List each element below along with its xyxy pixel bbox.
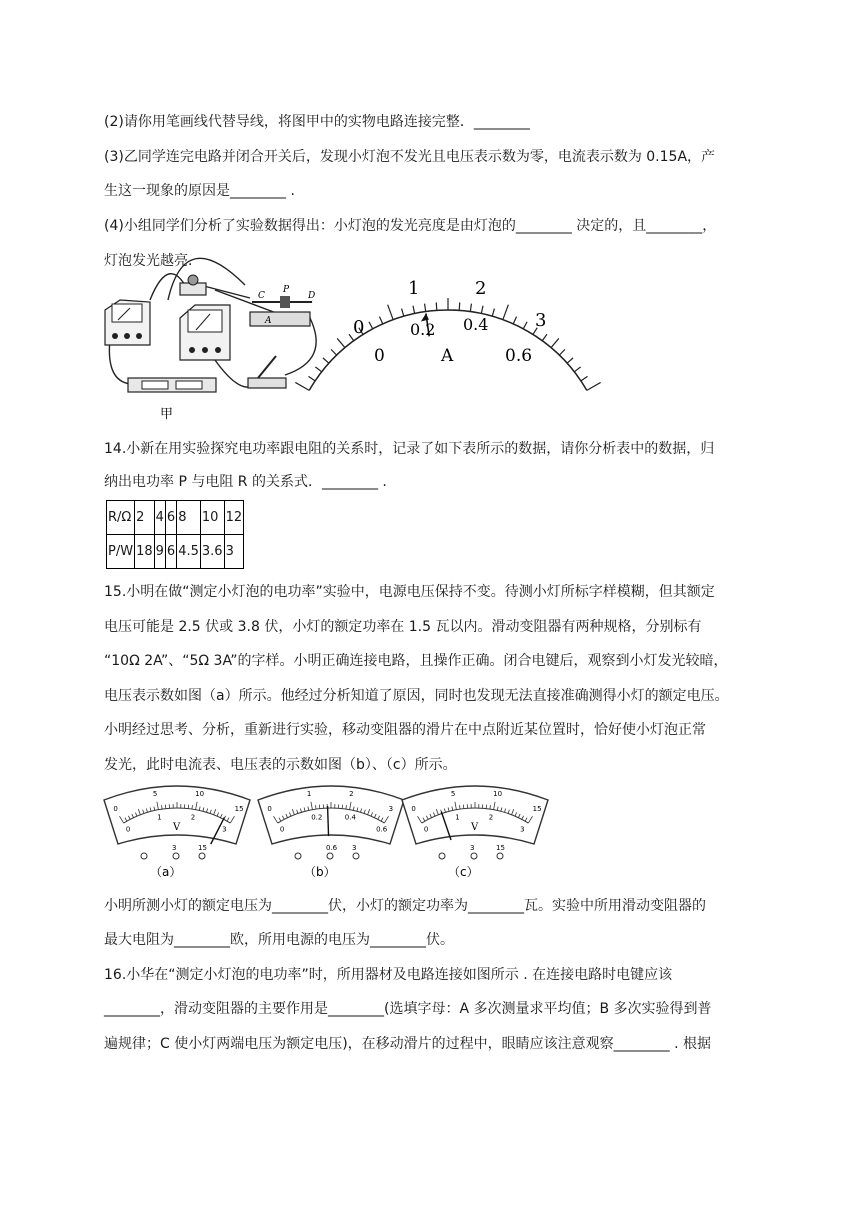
meter-bottom-label: 0 [279,825,285,834]
table-cell: 6 [165,535,176,569]
scale-tick [295,382,309,390]
question-15-line-6: 发光，此时电流表、电压表的示数如图（b）、（c）所示。 [104,757,457,773]
meter-bottom-label: 2 [488,813,494,822]
scale-tick [587,382,601,390]
question-15-line-5: 小明经过思考、分析，重新进行实验，移动变阻器的滑片在中点附近某位置时，恰好使小灯泡正常 [104,722,706,738]
scale-tick [402,309,404,317]
scale-bottom-label-04: 0.4 [463,315,489,334]
meter-top-label: 3 [388,805,394,814]
meter-bottom-label: 0.6 [376,825,388,834]
meter-terminal-label: 3 [352,844,357,852]
meter-terminal-label: 3 [470,844,475,852]
scale-tick [559,349,565,355]
ammeter-scale [295,298,600,390]
scale-tick [523,322,527,329]
table-header-p: P/W [107,535,135,569]
table-cell: 9 [154,535,165,569]
meter-bottom-label: 3 [222,825,227,834]
meter-top-label: 10 [195,789,205,798]
scale-tick [513,317,516,324]
meter-terminal-label: 15 [496,844,505,852]
meter-top-label: 5 [450,789,456,798]
meter-top-label: 15 [234,805,244,814]
table-cell: 4.5 [177,535,201,569]
table-cell: 8 [177,501,201,535]
meter-b [258,786,404,879]
meter-c [402,786,548,879]
scale-bottom-label-0: 0 [374,346,385,366]
question-13-part-3-line-1: (3)乙同学连完电路并闭合开关后，发现小灯泡不发光且电压表示数为零，电流表示数为 0.15A，产 [104,149,716,165]
scale-top-label-0: 0 [353,317,365,338]
scale-tick [574,367,580,372]
scale-tick [581,376,588,380]
meter-top-label: 0 [267,805,272,814]
table-header-r: R/Ω [107,501,135,535]
meter-bottom-label: 1 [455,813,460,822]
scale-top-label-2: 2 [475,278,487,299]
meter-top-label: 0 [113,805,118,814]
meter-bottom-label: 0.2 [311,813,323,822]
svg-text:A: A [265,316,272,326]
meter-terminal [327,853,333,859]
table-cell: 4 [154,501,165,535]
scale-tick [379,317,382,324]
scale-tick [542,334,547,340]
meter-bottom-label: 3 [520,825,525,834]
question-13-part-3-line-2: 生这一现象的原因是________ . [104,183,295,199]
meter-terminal-label: 0.6 [326,844,338,852]
scale-tick [492,309,494,317]
question-16-line-3: 遍规律；C 使小灯两端电压为额定电压)，在移动滑片的过程中，眼睛应该注意观察________ . 根据 [104,1036,712,1052]
meter-bottom-label: 2 [190,813,196,822]
scale-bottom-label-06: 0.6 [505,346,533,366]
question-16-line-2: ________，滑动变阻器的主要作用是________(选填字母：A 多次测量求平均值；B 多次实验得到普 [104,1001,712,1017]
meter-outline [258,786,404,844]
meter-terminal [199,853,205,859]
meter-bottom-label: 0 [423,825,429,834]
svg-text:C: C [258,291,265,301]
meter-terminal [141,853,147,859]
meter-bottom-label: 0 [125,825,131,834]
svg-text:P: P [283,285,290,295]
switch [248,356,286,388]
meter-outline [402,786,548,844]
meter-terminal [497,853,503,859]
scale-tick [436,302,437,310]
meter-unit: V [471,822,479,833]
circuit-figure [0,0,860,430]
scale-top-label-3: 3 [535,310,547,331]
meter-terminal [439,853,445,859]
figure-label-jia: 甲 [160,407,174,422]
question-15-line-7: 小明所测小灯的额定电压为________伏，小灯的额定功率为________瓦。实验中所用滑动变阻器的 [104,898,706,914]
meter-top-label: 10 [493,789,503,798]
bulb-holder [180,275,206,295]
meter-a [104,786,250,879]
meter-terminal [471,853,477,859]
scale-tick [337,338,345,347]
meter-pointer [328,806,329,836]
scale-tick [425,304,426,312]
scale-tick [413,306,415,314]
question-13-part-4-line-1: (4)小组同学们分析了实验数据得出：小灯泡的发光亮度是由灯泡的________ 决定的，且________， [104,218,717,234]
table-cell: 10 [200,501,224,535]
battery [128,378,216,392]
meter-bottom-label: 0.4 [344,813,356,822]
meter-terminal-label: 15 [198,844,207,852]
meter-top-label: 5 [152,789,158,798]
table-cell: 12 [224,501,244,535]
table-cell: 18 [135,535,155,569]
question-13-part-2: (2)请你用笔画线代替导线，将图甲中的实物电路连接完整．________ [104,114,530,130]
question-15-line-1: 15.小明在做“测定小灯泡的电功率”实验中，电源电压保持不变。待测小灯所标字样模糊，但其额定 [104,584,715,600]
meter-bottom-label: 1 [157,813,162,822]
meter-terminal [173,853,179,859]
scale-tick [323,358,329,363]
meter-top-label: 0 [411,805,416,814]
table-cell: 2 [135,501,155,535]
scale-tick [388,305,393,320]
meter-top-label: 15 [532,805,542,814]
scale-tick [567,358,573,363]
table-row [107,501,244,535]
meter-label: （a） [150,865,182,879]
meter-figures [0,780,860,890]
table-cell: 6 [165,501,176,535]
question-15-line-8: 最大电阻为________欧，所用电源的电压为________伏。 [104,932,454,948]
scale-bottom-label-02: 0.2 [410,320,436,339]
meter-top-label: 2 [349,789,354,798]
meter-outline [104,786,250,844]
question-14-line-1: 14.小新在用实验探究电功率跟电阻的关系时，记录了如下表所示的数据，请你分析表中的数据，归 [104,441,715,457]
question-15-line-2: 电压可能是 2.5 伏或 3.8 伏，小灯的额定功率在 1.5 瓦以内。滑动变阻器有两种规格，分别标有 [104,619,702,635]
voltmeter-device [105,300,150,345]
svg-text:D: D [308,291,316,301]
scale-top-label-1: 1 [408,278,420,299]
scale-tick [369,322,373,329]
table-row [107,535,244,569]
scale-unit: A [441,346,454,366]
ammeter-device [180,305,230,360]
question-15-line-3: “10Ω 2A”、“5Ω 3A”的字样。小明正确连接电路，且操作正确。闭合电键后，观察到小灯发光较暗， [104,653,728,669]
meter-label: （c） [448,865,479,879]
scale-tick [481,306,483,314]
resistance-power-table [106,500,244,569]
table-cell: 3.6 [200,535,224,569]
meter-terminal [353,853,359,859]
question-15-line-4: 电压表示数如图（a）所示。他经过分析知道了原因，同时也发现无法直接准确测得小灯的额定电压。 [104,688,729,704]
table-cell: 3 [224,535,244,569]
rheostat [250,285,315,326]
meter-label: （b） [304,865,336,879]
question-14-line-2: 纳出电功率 P 与电阻 R 的关系式．________ . [104,474,387,490]
scale-tick [459,302,460,310]
scale-tick [331,349,337,355]
scale-tick [308,376,315,380]
meter-top-label: 1 [306,789,312,798]
scale-tick [503,305,508,320]
question-16-line-1: 16.小华在“测定小灯泡的电功率”时，所用器材及电路连接如图所示 . 在连接电路时电键应该 [104,967,673,983]
question-13-part-4-line-2: 灯泡发光越亮. [104,253,193,269]
scale-tick [551,338,559,347]
meter-terminal-label: 3 [172,844,177,852]
meter-terminal [295,853,301,859]
meter-unit: V [173,822,181,833]
scale-tick [315,367,321,372]
scale-tick [470,304,471,312]
